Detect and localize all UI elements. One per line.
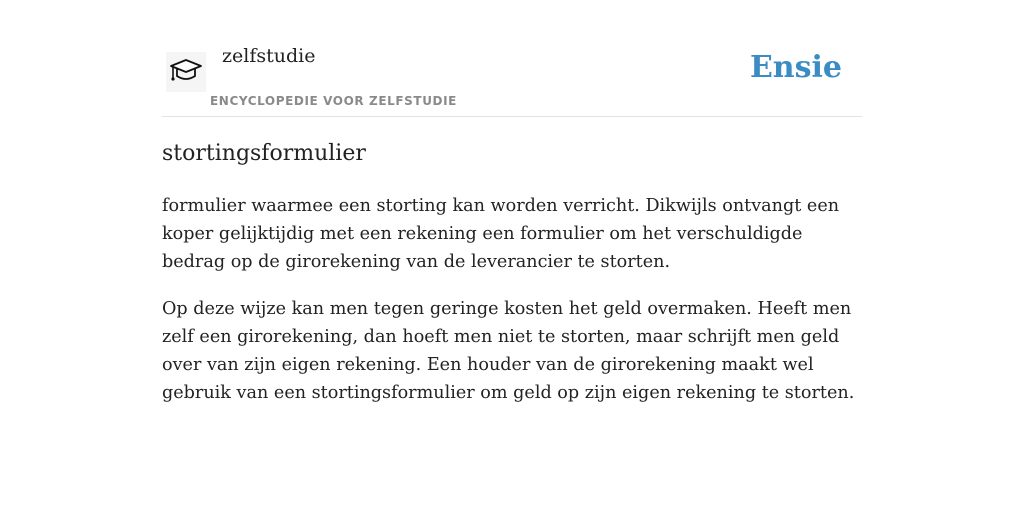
article-paragraph: Op deze wijze kan men tegen geringe kosten het geld overmaken. Heeft men zelf een girorekening, dan hoeft men niet te storten, maar schrijft men geld over van zijn eigen rekening. Een houder van de girorekening maakt wel gebruik van een stortingsformulier om geld op zijn eigen rekening te storten. — [162, 299, 855, 403]
article-title: stortingsformulier — [162, 141, 366, 166]
site-name[interactable]: zelfstudie — [222, 45, 316, 67]
site-tagline: ENCYCLOPEDIE VOOR ZELFSTUDIE — [210, 94, 457, 108]
article — [162, 138, 862, 407]
article-paragraph: formulier waarmee een storting kan worden verricht. Dikwijls ontvangt een koper gelijktijdig met een rekening een formulier om het verschuldigde bedrag op de girorekening van de leverancier te storten. — [162, 196, 840, 272]
logo[interactable] — [166, 52, 206, 92]
graduation-cap-icon — [168, 56, 204, 88]
site-header — [162, 0, 862, 117]
brand-logo-link[interactable]: Ensie — [749, 50, 842, 85]
